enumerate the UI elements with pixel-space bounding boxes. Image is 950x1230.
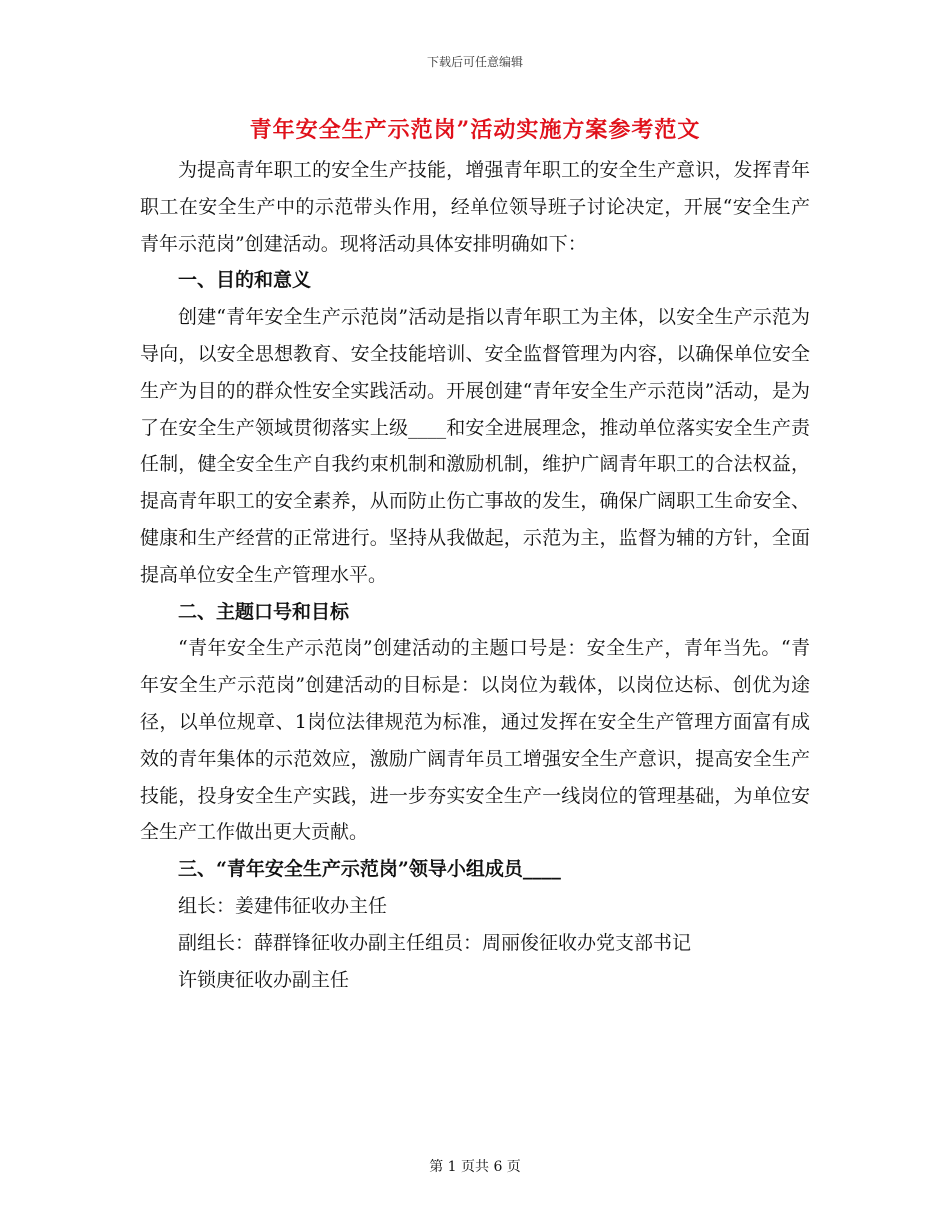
section-heading-members: 三、“青年安全生产示范岗”领导小组成员____ — [178, 858, 561, 881]
intro-paragraph: 为提高青年职工的安全生产技能，增强青年职工的安全生产意识，发挥青年职工在安全生产中的示范带头作用，经单位领导班子讨论决定，开展“安全生产青年示范岗”创建活动。现将活动具体安排明确如下： — [140, 159, 810, 255]
document-title: 青年安全生产示范岗”活动实施方案参考范文 — [249, 117, 701, 143]
member-line: 副组长：薛群锋征收办副主任组员：周丽俊征收办党支部书记 — [178, 931, 692, 954]
section-heading-slogan: 二、主题口号和目标 — [178, 600, 350, 623]
slogan-paragraph: “青年安全生产示范岗”创建活动的主题口号是：安全生产，青年当先。“青年安全生产示范岗”创建活动的目标是：以岗位为载体，以岗位达标、创优为途径，以单位规章、1岗位法律规范为标准，通过发挥在安全生产管理方面富有成效的青年集体的示范效应，激励广阔青年员工增强安全生产意识，提高安全生产技能，投身安全生产实践，进一步夯实安全生产一线岗位的管理基础，为单位安全生产工作做出更大贡献。 — [140, 637, 810, 844]
member-line: 许锁庚征收办副主任 — [178, 968, 350, 991]
purpose-paragraph: 创建“青年安全生产示范岗”活动是指以青年职工为主体，以安全生产示范为导向，以安全思想教育、安全技能培训、安全监督管理为内容，以确保单位安全生产为目的的群众性安全实践活动。开展创建“青年安全生产示范岗”活动，是为了在安全生产领域贯彻落实上级____和安全进展理念，推动单位落实安全生产责任制，健全安全生产自我约束机制和激励机制，维护广阔青年职工的合法权益，提高青年职工的安全素养，从而防止伤亡事故的发生，确保广阔职工生命安全、健康和生产经营的正常进行。坚持从我做起，示范为主，监督为辅的方针，全面提高单位安全生产管理水平。 — [140, 306, 810, 586]
page-header-note: 下载后可任意编辑 — [426, 55, 523, 69]
document-body — [140, 152, 810, 998]
member-line: 组长：姜建伟征收办主任 — [178, 894, 388, 917]
page-footer-note: 第 1 页共 6 页 — [429, 1159, 521, 1175]
section-heading-purpose: 一、目的和意义 — [178, 269, 312, 292]
